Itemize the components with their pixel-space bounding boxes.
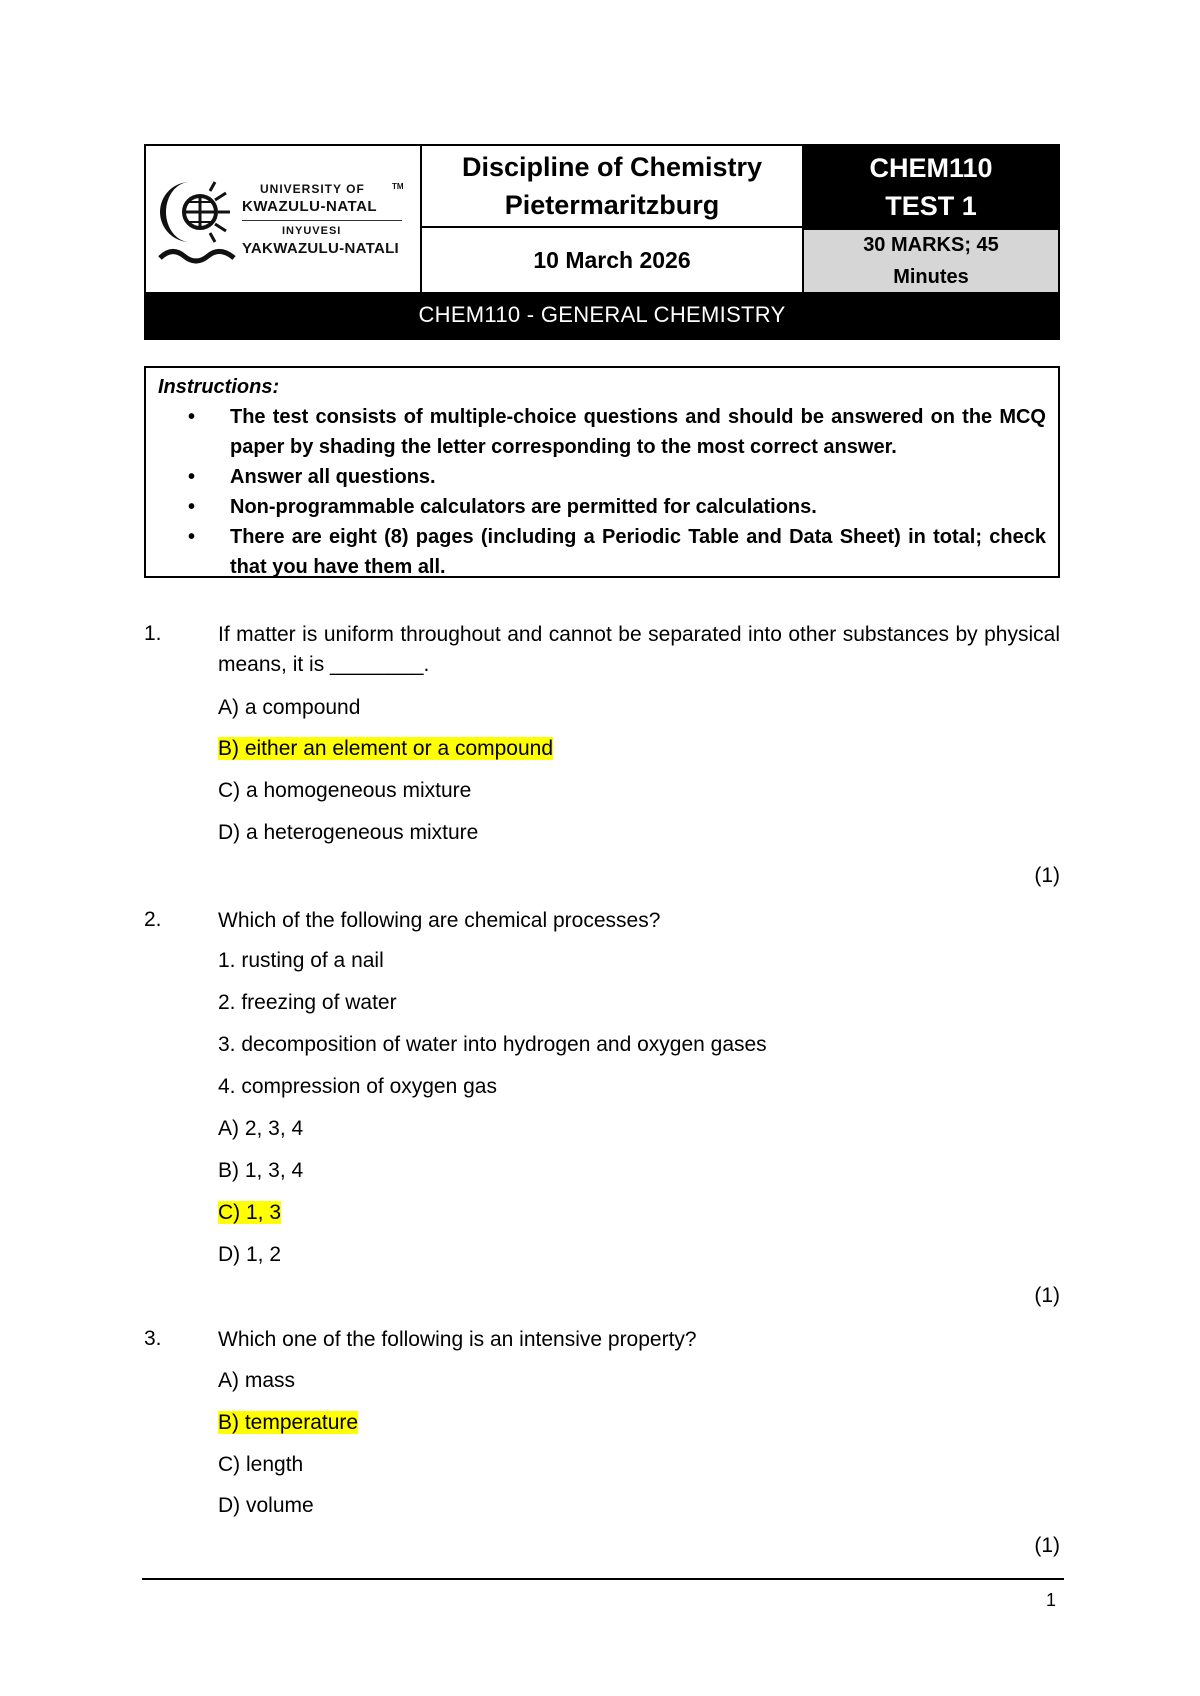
logo-cell [146,146,422,292]
statement-4: 4. compression of oxygen gas [218,1075,497,1098]
statement-3: 3. decomposition of water into hydrogen and oxygen gases [218,1033,767,1056]
option-a: A) 2, 3, 4 [218,1117,304,1140]
question-stem: Which of the following are chemical processes? [218,909,661,932]
question-stem: If matter is uniform throughout and cannot be separated into other substances by physical means, it is ________. [218,623,1060,676]
instructions-title: Instructions: [158,376,280,398]
option-b: B) 1, 3, 4 [218,1159,304,1182]
course-title: CHEM110 - GENERAL CHEMISTRY [146,292,1058,338]
campus-name: Pietermaritzburg [504,190,720,220]
logo-wordmark [242,182,402,257]
question-marks: (1) [1034,864,1060,887]
exam-date: 10 March 2026 [422,228,804,292]
option-c: C) length [218,1453,304,1476]
discipline-name: Discipline of Chemistry [461,152,763,182]
marks-duration-cell [804,228,1058,292]
instruction-item: • Non-programmable calculators are permitted for calculations. [158,492,1046,522]
option-c-wrapper [218,1199,281,1227]
option-b-wrapper [218,1409,358,1437]
course-code: CHEM110 [869,153,993,183]
instruction-item: • There are eight (8) pages (including a Periodic Table and Data Sheet) in total; check that you have them all. [158,522,1046,582]
question-stem: Which one of the following is an intensive property? [218,1328,697,1351]
logo-line-kwazulu-natal: KWAZULU-NATAL [242,198,378,215]
discipline-cell [422,146,804,228]
option-b-correct: B) temperature [218,1411,359,1434]
option-b-wrapper [218,735,553,763]
question-number: 3. [144,1327,162,1350]
question-number: 2. [144,908,162,931]
option-d: D) a heterogeneous mixture [218,821,479,844]
duration-text: Minutes [893,266,969,288]
instruction-item: • The test consists of multiple-choice questions and should be answered on the MCQ paper by shading the letter corresponding to the most correct answer. [158,402,1046,462]
logo-divider [242,220,402,221]
logo-trademark: TM [392,182,404,191]
option-d: D) 1, 2 [218,1243,282,1266]
logo-line-inyuvesi: INYUVESI [282,225,342,237]
logo-line-university-of: UNIVERSITY OF [260,182,365,196]
test-name: TEST 1 [885,191,977,221]
statement-2: 2. freezing of water [218,991,397,1014]
page-number: 1 [1046,1590,1057,1610]
statement-1: 1. rusting of a nail [218,949,384,972]
option-c: C) a homogeneous mixture [218,779,472,802]
option-a: A) a compound [218,696,361,719]
course-code-cell [804,146,1058,228]
question-number: 1. [144,622,162,645]
option-c-correct: C) 1, 3 [218,1201,282,1224]
question-marks: (1) [1034,1284,1060,1307]
option-d: D) volume [218,1494,314,1517]
instruction-item: • Answer all questions. [158,462,1046,492]
university-logo-icon [158,176,242,268]
instructions-box [144,366,1060,578]
option-b-correct: B) either an element or a compound [218,737,554,760]
marks-text: 30 MARKS; 45 [863,234,999,256]
instructions-list [158,402,1046,582]
logo-line-yakwazulu-natali: YAKWAZULU-NATALI [242,240,400,257]
question-marks: (1) [1034,1534,1060,1557]
exam-header-table [144,144,1060,340]
footer-rule [142,1578,1064,1580]
option-a: A) mass [218,1369,296,1392]
